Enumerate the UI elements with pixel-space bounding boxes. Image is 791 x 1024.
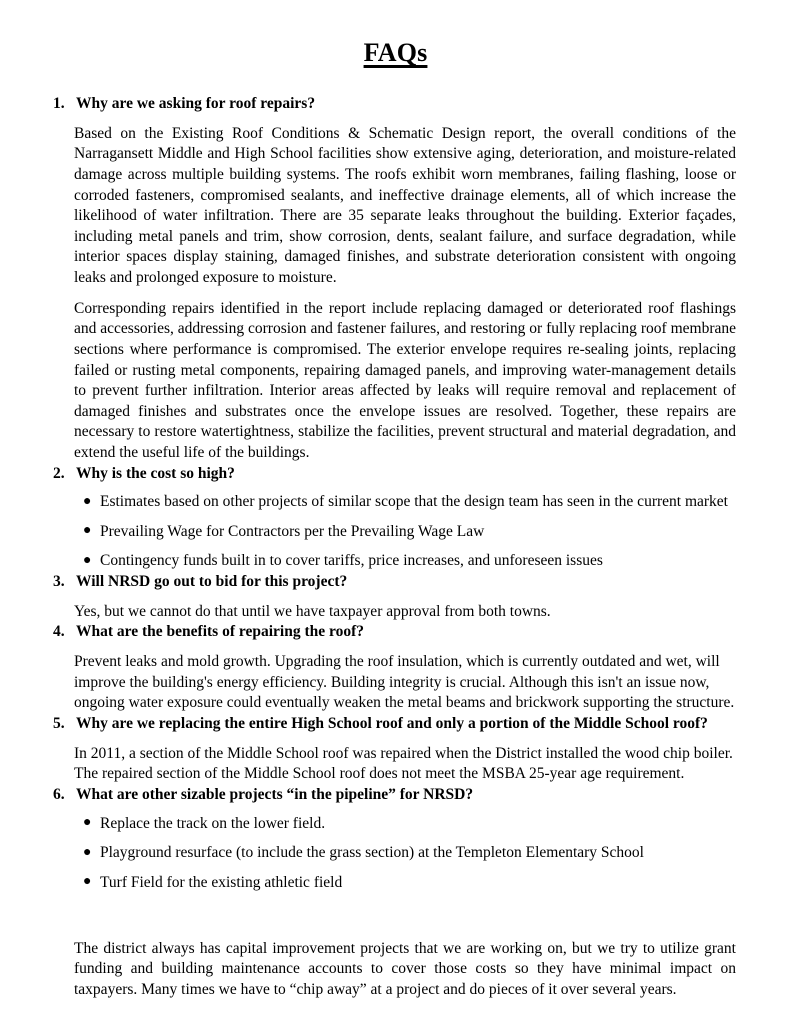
list-item (83, 522, 736, 542)
faq-item-2 (53, 464, 736, 572)
faq-item-4 (53, 622, 736, 714)
faq-question-2: Why is the cost so high? (76, 464, 235, 482)
bullet-icon: ● (83, 552, 92, 568)
faq-question-1: Why are we asking for roof repairs? (76, 95, 316, 112)
list-item-label: Replace the track on the lower field. (100, 814, 326, 832)
faq-bullet-list-6 (53, 814, 736, 893)
bullet-icon: ● (83, 493, 92, 509)
faq-number-2: 2. (53, 464, 65, 482)
faq-answer-paragraph: Yes, but we cannot do that until we have taxpayer approval from both towns. (74, 602, 551, 620)
list-item (83, 492, 736, 512)
list-item-label: Contingency funds built in to cover tariffs, price increases, and unforeseen issues (100, 552, 603, 570)
faq-number-5: 5. (53, 714, 65, 732)
faq-answer-paragraph: Prevent leaks and mold growth. Upgrading the roof insulation, which is currently outdated and wet, will improve the building's energy efficiency. Building integrity is crucial. Although this isn't an issue now, ongoing water exposure could eventually weaken the metal beams and brickwork supporting the structure. (74, 653, 735, 712)
document-body (0, 94, 791, 1000)
faq-question-row-2 (53, 464, 736, 484)
faq-answer-1 (53, 124, 736, 464)
faq-answer-5 (53, 744, 736, 785)
closing-paragraph: The district always has capital improvement projects that we are working on, but we try to utilize grant funding and building maintenance accounts to cover those costs so they have minimal impact on taxpayers. Many times we have to “chip away” at a project and do pieces of it over several years. (74, 939, 736, 998)
faq-number-6: 6. (53, 785, 65, 803)
faq-bullet-list-2 (53, 492, 736, 571)
faq-question-row-3 (53, 572, 736, 592)
bullet-icon: ● (83, 874, 92, 890)
faq-answer-4 (53, 652, 736, 714)
bullet-icon: ● (83, 523, 92, 539)
faq-item-6 (53, 785, 736, 893)
faq-question-3: Will NRSD go out to bid for this project? (76, 572, 348, 590)
list-item (83, 551, 736, 571)
faq-answer-paragraph: In 2011, a section of the Middle School roof was repaired when the District installed the wood chip boiler. The repaired section of the Middle School roof does not meet the MSBA 25-year age requirement. (74, 744, 733, 783)
faq-question-row-1 (53, 94, 736, 114)
faq-answer-paragraph: Based on the Existing Roof Conditions & Schematic Design report, the overall conditions of the Narragansett Middle and High School facilities show extensive aging, deterioration, and moisture-related damage across multiple building systems. The roofs exhibit worn membranes, failing flashing, loose or corroded fasteners, compromised sealants, and ineffective drainage elements, all of which increase the likelihood of water infiltration. There are 35 separate leaks throughout the building. Exterior façades, including metal panels and trim, show corrosion, dents, sealant failure, and surface degradation, while interior spaces display staining, damaged finishes, and substrate deterioration consistent with ongoing leaks and prolonged exposure to moisture. (74, 124, 736, 287)
list-item-label: Estimates based on other projects of similar scope that the design team has seen in the current market (100, 493, 728, 511)
page-title-text: FAQs (363, 38, 428, 67)
bullet-icon: ● (83, 815, 92, 831)
faq-question-row-5 (53, 714, 736, 734)
faq-question-row-6 (53, 785, 736, 805)
list-item (83, 843, 736, 863)
faq-question-4: What are the benefits of repairing the roof? (76, 623, 365, 641)
faq-number-3: 3. (53, 572, 65, 590)
faq-question-5: Why are we replacing the entire High School roof and only a portion of the Middle School roof? (76, 714, 708, 732)
faq-number-1: 1. (53, 95, 65, 112)
page-title (0, 0, 791, 68)
list-item-label: Prevailing Wage for Contractors per the Prevailing Wage Law (100, 522, 485, 540)
faq-number-4: 4. (53, 623, 65, 641)
list-item (83, 814, 736, 834)
faq-answer-3 (53, 602, 736, 623)
faq-item-3 (53, 572, 736, 622)
faq-question-row-4 (53, 622, 736, 642)
faq-question-6: What are other sizable projects “in the pipeline” for NRSD? (76, 785, 474, 803)
bullet-icon: ● (83, 844, 92, 860)
faq-item-1 (53, 94, 736, 464)
list-item (83, 873, 736, 893)
list-item-label: Turf Field for the existing athletic field (100, 873, 343, 891)
paragraph-spacer (53, 893, 736, 923)
faq-answer-paragraph: Corresponding repairs identified in the report include replacing damaged or deteriorated roof flashings and accessories, addressing corrosion and fastener failures, and restoring or fully replacing roof membrane sections where performance is compromised. The exterior envelope requires re-sealing joints, replacing failed or rusting metal components, repairing damaged panels, and improving water-management details to prevent further infiltration. Interior areas affected by leaks will require removal and replacement of damaged finishes and substrates once the envelope issues are resolved. Together, these repairs are necessary to restore watertightness, stabilize the facilities, prevent structural and material degradation, and extend the useful life of the buildings. (74, 299, 736, 461)
faq-item-5 (53, 714, 736, 785)
list-item-label: Playground resurface (to include the grass section) at the Templeton Elementary School (100, 844, 644, 862)
